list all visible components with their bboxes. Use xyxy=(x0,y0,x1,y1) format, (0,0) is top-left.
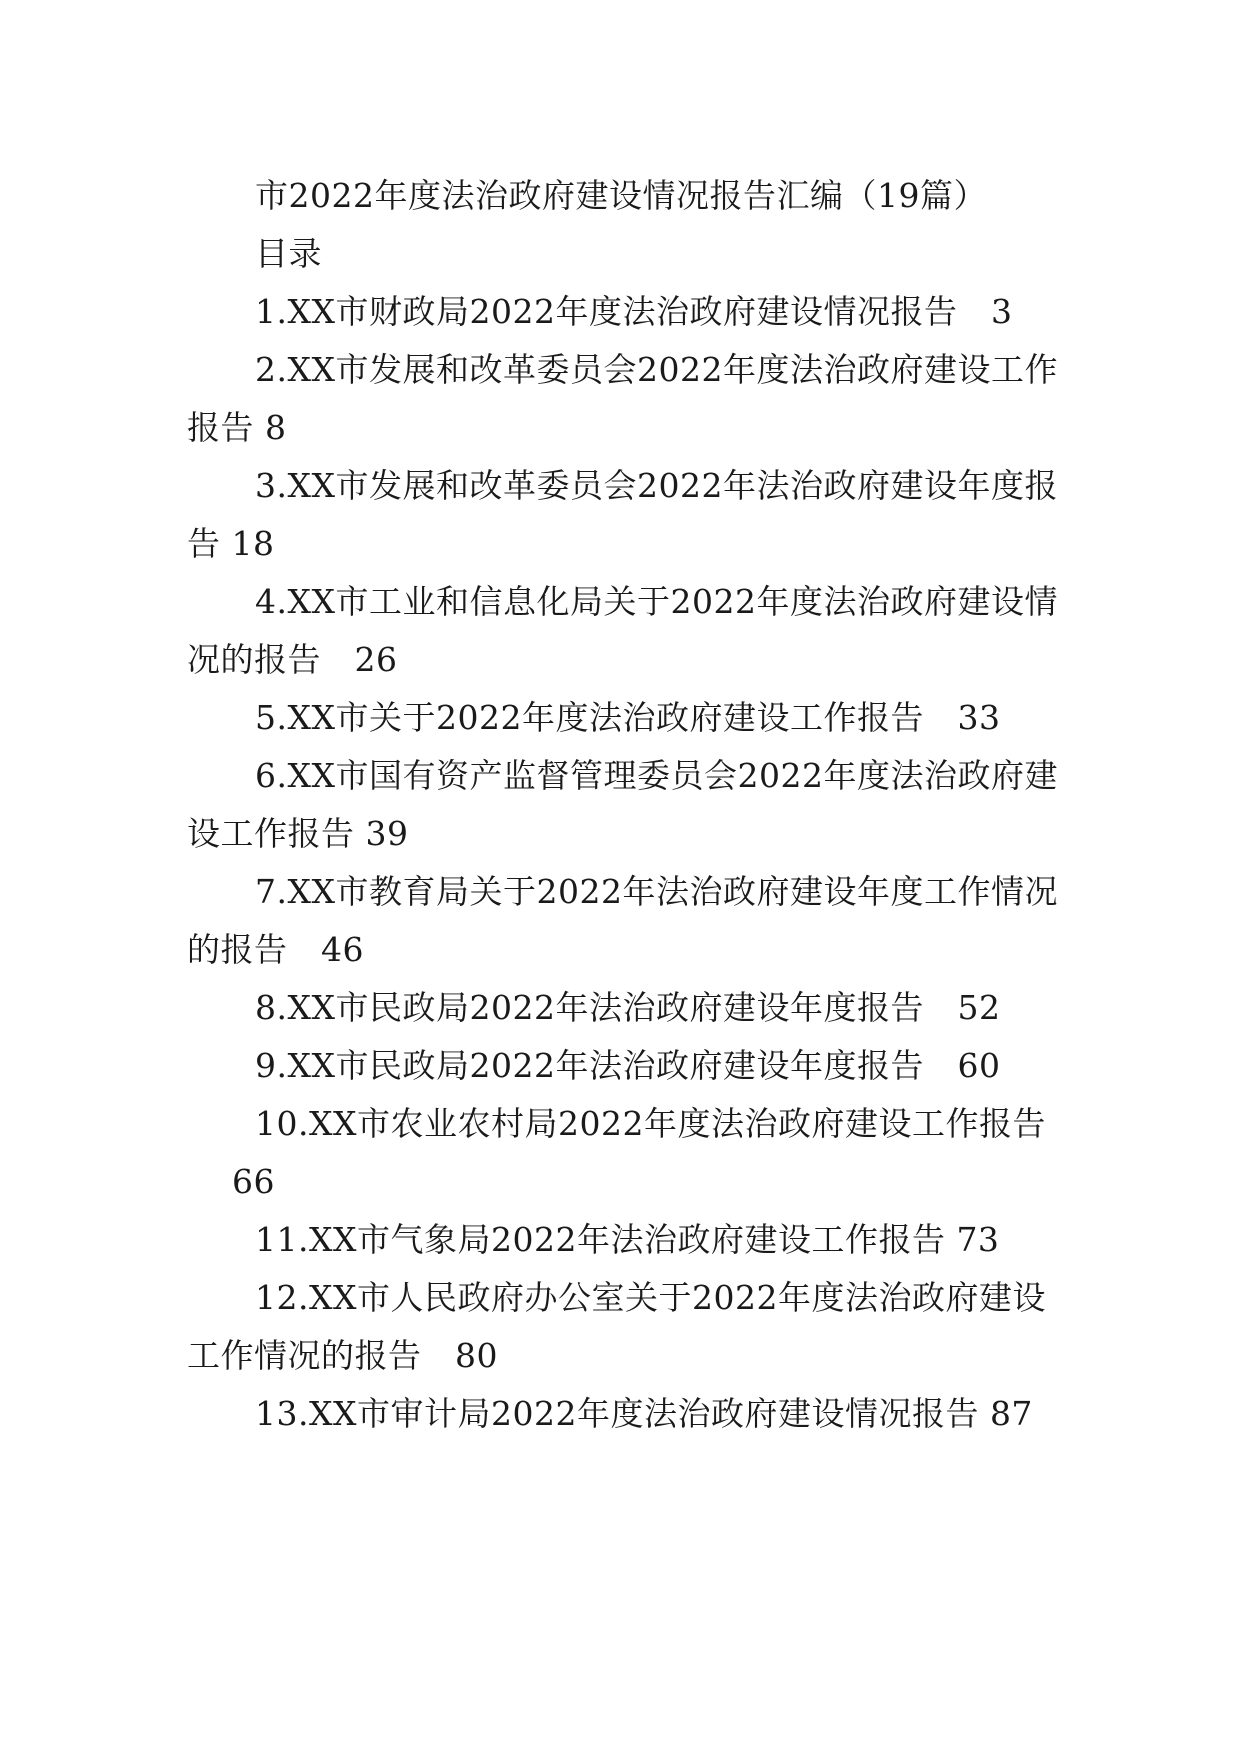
toc-entry-5: 5.XX市关于2022年度法治政府建设工作报告 33 xyxy=(255,698,1001,737)
toc-entry-4: 4.XX市工业和信息化局关于2022年度法治政府建设情 xyxy=(255,582,1058,621)
toc-entry-3-cont: 告 18 xyxy=(187,524,275,563)
toc-heading: 目录 xyxy=(255,234,322,273)
toc-entry-6: 6.XX市国有资产监督管理委员会2022年度法治政府建 xyxy=(255,756,1058,795)
toc-entry-6-cont: 设工作报告 39 xyxy=(187,814,409,853)
document-title: 市2022年度法治政府建设情况报告汇编（19篇） xyxy=(255,176,987,215)
toc-entry-13: 13.XX市审计局2022年度法治政府建设情况报告 87 xyxy=(255,1394,1033,1433)
toc-entry-1: 1.XX市财政局2022年度法治政府建设情况报告 3 xyxy=(255,292,1013,331)
toc-entry-3: 3.XX市发展和改革委员会2022年法治政府建设年度报 xyxy=(255,466,1058,505)
toc-entry-12-cont: 工作情况的报告 80 xyxy=(187,1336,498,1375)
toc-entry-9: 9.XX市民政局2022年法治政府建设年度报告 60 xyxy=(255,1046,1001,1085)
toc-entry-2: 2.XX市发展和改革委员会2022年度法治政府建设工作 xyxy=(255,350,1058,389)
toc-entry-7-cont: 的报告 46 xyxy=(187,930,364,969)
toc-entry-4-cont: 况的报告 26 xyxy=(187,640,398,679)
toc-entry-11: 11.XX市气象局2022年法治政府建设工作报告 73 xyxy=(255,1220,1000,1259)
toc-entry-2-cont: 报告 8 xyxy=(187,408,287,447)
toc-entry-12: 12.XX市人民政府办公室关于2022年度法治政府建设 xyxy=(255,1278,1046,1317)
toc-entry-10: 10.XX市农业农村局2022年度法治政府建设工作报告 xyxy=(255,1104,1046,1143)
toc-entry-10-cont: 66 xyxy=(232,1162,275,1201)
toc-entry-7: 7.XX市教育局关于2022年法治政府建设年度工作情况 xyxy=(255,872,1058,911)
toc-entry-8: 8.XX市民政局2022年法治政府建设年度报告 52 xyxy=(255,988,1001,1027)
